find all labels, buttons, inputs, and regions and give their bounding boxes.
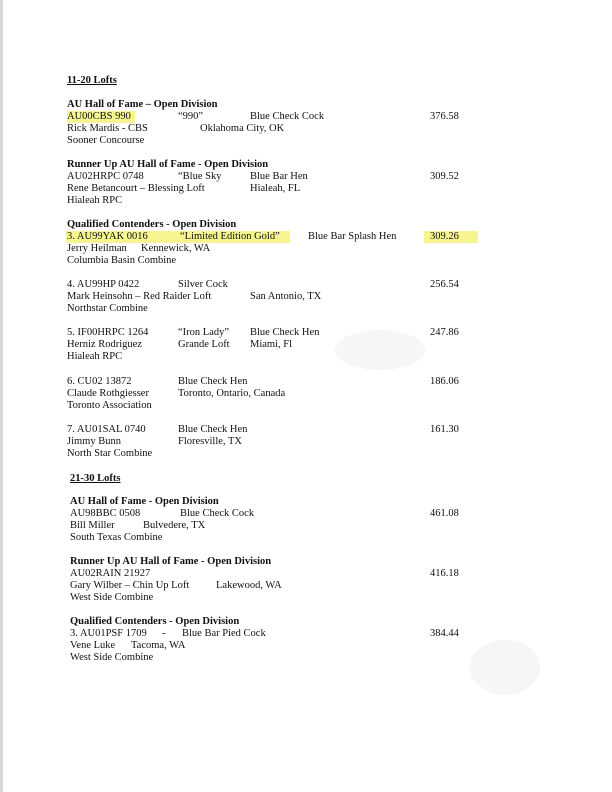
entry-owner: Vene Luke <box>70 640 116 651</box>
entry-city: Floresville, TX <box>178 436 242 447</box>
entry-score: 309.26 <box>430 231 459 242</box>
group-title: Runner Up AU Hall of Fame - Open Division <box>70 556 272 567</box>
section-heading-11-20: 11-20 Lofts <box>67 75 117 86</box>
entry-desc: Blue Bar Splash Hen <box>308 231 397 242</box>
section-heading-21-30: 21-30 Lofts <box>70 473 121 484</box>
entry-city: Oklahoma City, OK <box>200 123 285 134</box>
entry-club: West Side Combine <box>70 592 154 603</box>
entry-band: 7. AU01SAL 0740 <box>67 424 146 435</box>
entry-score: 161.30 <box>430 424 459 435</box>
entry-band: 4. AU99HP 0422 <box>67 279 140 290</box>
entry-owner: Jimmy Bunn <box>67 436 121 447</box>
entry-owner: Jerry Heilman <box>67 243 127 254</box>
entry-club: South Texas Combine <box>70 532 163 543</box>
entry-club: Columbia Basin Combine <box>67 255 177 266</box>
scan-edge <box>0 0 3 792</box>
entry-desc: Blue Check Hen <box>178 376 248 387</box>
entry-score: 186.06 <box>430 376 459 387</box>
entry-desc: Blue Check Hen <box>178 424 248 435</box>
entry-dash: - <box>162 628 166 639</box>
entry-owner: Rick Mardis - CBS <box>67 123 148 134</box>
entry-score: 384.44 <box>430 628 459 639</box>
entry-club: Hialeah RPC <box>67 351 123 362</box>
entry-owner: Bill Miller <box>70 520 115 531</box>
group-title: Runner Up AU Hall of Fame - Open Division <box>67 159 269 170</box>
entry-city: Lakewood, WA <box>216 580 282 591</box>
entry-city: Hialeah, FL <box>250 183 301 194</box>
entry-desc: Blue Check Cock <box>180 508 255 519</box>
entry-owner: Rene Betancourt – Blessing Loft <box>67 183 205 194</box>
entry-owner: Claude Rothgiesser <box>67 388 149 399</box>
entry-city: Kennewick, WA <box>141 243 211 254</box>
entry-band: 5. IF00HRPC 1264 <box>67 327 149 338</box>
entry-desc: Blue Bar Pied Cock <box>182 628 266 639</box>
group-title: AU Hall of Fame – Open Division <box>67 99 218 110</box>
entry-name: “Limited Edition Gold” <box>180 231 280 242</box>
entry-desc: Silver Cock <box>178 279 228 290</box>
entry-loft: Grande Loft <box>178 339 230 350</box>
entry-band: 6. CU02 13872 <box>67 376 132 387</box>
entry-score: 416.18 <box>430 568 459 579</box>
group-title: Qualified Contenders - Open Division <box>70 616 240 627</box>
entry-name: “990” <box>178 111 204 122</box>
entry-score: 247.86 <box>430 327 459 338</box>
entry-name: “Blue Sky <box>178 171 222 182</box>
entry-band: 3. AU01PSF 1709 <box>70 628 147 639</box>
entry-club: Sooner Concourse <box>67 135 145 146</box>
entry-owner: Gary Wilber – Chin Up Loft <box>70 580 190 591</box>
group-title: AU Hall of Fame - Open Division <box>70 496 219 507</box>
entry-club: Hialeah RPC <box>67 195 123 206</box>
entry-club: West Side Combine <box>70 652 154 663</box>
entry-city: Toronto, Ontario, Canada <box>178 388 286 399</box>
entry-club: North Star Combine <box>67 448 153 459</box>
group-title: Qualified Contenders - Open Division <box>67 219 237 230</box>
entry-owner: Herniz Rodriguez <box>67 339 142 350</box>
entry-score: 461.08 <box>430 508 459 519</box>
entry-desc: Blue Check Cock <box>250 111 325 122</box>
entry-owner: Mark Heinsohn – Red Raider Loft <box>67 291 212 302</box>
entry-band: 3. AU99YAK 0016 <box>67 231 148 242</box>
entry-band: AU98BBC 0508 <box>70 508 141 519</box>
entry-score: 376.58 <box>430 111 459 122</box>
scan-smudge <box>335 330 425 370</box>
entry-desc: Blue Check Hen <box>250 327 320 338</box>
entry-desc: Blue Bar Hen <box>250 171 308 182</box>
entry-city: Miami, Fl <box>250 339 293 350</box>
entry-band: AU02HRPC 0748 <box>67 171 144 182</box>
entry-score: 309.52 <box>430 171 459 182</box>
entry-city: Bulvedere, TX <box>143 520 206 531</box>
entry-club: Toronto Association <box>67 400 152 411</box>
entry-name: “Iron Lady” <box>178 327 230 338</box>
entry-city: San Antonio, TX <box>250 291 322 302</box>
entry-band: AU02RAIN 21927 <box>70 568 151 579</box>
entry-score: 256.54 <box>430 279 459 290</box>
entry-city: Tacoma, WA <box>131 640 186 651</box>
entry-club: Northstar Combine <box>67 303 148 314</box>
scan-smudge <box>470 640 540 695</box>
entry-band: AU00CBS 990 <box>67 111 135 123</box>
